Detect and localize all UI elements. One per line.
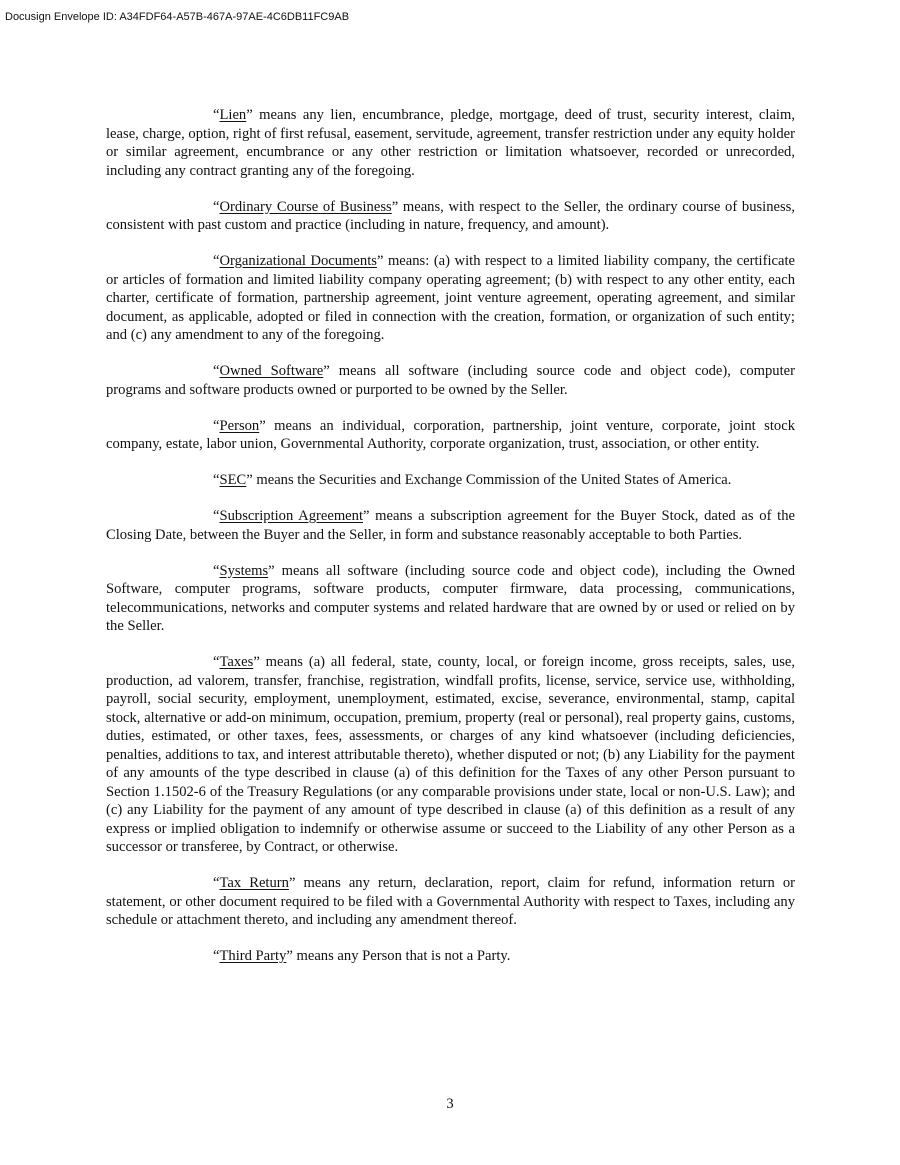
term-lien: Lien [219, 107, 247, 123]
term-person: Person [219, 417, 260, 434]
definition-text: ” means all software (including source code and object code), including the Owned Software, computer programs, software products, computer firmware, data processing, communications, telecommunications, networks and computer systems and related hardware that are owned by or used or relied on by the Seller. [106, 562, 795, 634]
definition-person: “Person” means an individual, corporation, partnership, joint venture, corporate, joint stock company, estate, labor union, Governmental Authority, corporate organization, trust, association, or other entity. [106, 417, 795, 452]
definition-text: ” means any lien, encumbrance, pledge, mortgage, deed of trust, security interest, claim, lease, charge, option, right of first refusal, easement, servitude, agreement, transfer restriction under any equity holder or similar agreement, encumbrance or any other restriction or limitation whatsoever, recorded or unrecorded, including any contract granting any of the foregoing. [106, 107, 795, 179]
definition-lien: “Lien” means any lien, encumbrance, pledge, mortgage, deed of trust, security interest, claim, lease, charge, option, right of first refusal, easement, servitude, agreement, transfer restriction under any equity holder or similar agreement, encumbrance or any other restriction or limitation whatsoever, recorded or unrecorded, including any contract granting any of the foregoing. [106, 107, 795, 179]
definition-organizational-documents: “Organizational Documents” means: (a) with respect to a limited liability company, the certificate or articles of formation and limited liability company operating agreement; (b) with respect to any other entity, each charter, certificate of formation, partnership agreement, joint venture agreement, operating agreement, and similar document, as applicable, adopted or filed in connection with the creation, formation, or organization of such entity; and (c) any amendment to any of the foregoing. [106, 253, 795, 343]
term-systems: Systems [219, 562, 269, 579]
definition-systems: “Systems” means all software (including source code and object code), including the Owned Software, computer programs, software products, computer firmware, data processing, communications, telecommunications, networks and computer systems and related hardware that are owned by or used or relied on by the Seller. [106, 562, 795, 634]
definition-third-party: “Third Party” means any Person that is not a Party. [213, 948, 511, 964]
term-taxes: Taxes [219, 654, 254, 670]
term-sec: SEC [219, 472, 247, 488]
term-tax-return: Tax Return [219, 875, 289, 891]
definition-text: ” means the Securities and Exchange Commission of the United States of America. [246, 472, 732, 488]
definition-text: ” means any return, declaration, report, claim for refund, information return or statement, or other document required to be filed with a Governmental Authority with respect to Taxes, including any schedule or attachment thereto, and including any amendment thereof. [106, 875, 795, 928]
definition-owned-software: “Owned Software” means all software (including source code and object code), computer programs and software products owned or purported to be owned by the Seller. [106, 363, 795, 398]
page-number: 3 [446, 1096, 454, 1112]
term-ordinary-course-of-business: Ordinary Course of Business [219, 198, 392, 215]
term-third-party: Third Party [219, 948, 287, 964]
definition-text: ” means an individual, corporation, partnership, joint venture, corporate, joint stock company, estate, labor union, Governmental Authority, corporate organization, trust, association, or other entity. [106, 417, 795, 452]
definition-tax-return: “Tax Return” means any return, declaration, report, claim for refund, information return or statement, or other document required to be filed with a Governmental Authority with respect to Taxes, including any schedule or attachment thereto, and including any amendment thereof. [106, 875, 795, 928]
definition-text: ” means any Person that is not a Party. [286, 948, 511, 964]
term-organizational-documents: Organizational Documents [219, 253, 377, 269]
term-subscription-agreement: Subscription Agreement [219, 508, 363, 524]
definition-subscription-agreement: “Subscription Agreement” means a subscription agreement for the Buyer Stock, dated as of the Closing Date, between the Buyer and the Seller, in form and substance reasonably acceptable to both Parties. [106, 508, 795, 543]
document-body [106, 106, 795, 983]
definition-text: ” means a subscription agreement for the Buyer Stock, dated as of the Closing Date, between the Buyer and the Seller, in form and substance reasonably acceptable to both Parties. [106, 508, 795, 543]
term-owned-software: Owned Software [219, 363, 324, 379]
definition-text: ” means (a) all federal, state, county, local, or foreign income, gross receipts, sales, use, production, ad valorem, transfer, franchise, registration, windfall profits, license, service, service use, withholding, payroll, social security, employment, unemployment, estimated, excise, severance, environmental, stamp, capital stock, alternative or add-on minimum, occupation, premium, property (real or personal), real property gains, customs, duties, estimated, or other taxes, fees, assessments, or charges of any kind whatsoever (including deficiencies, penalties, additions to tax, and interest attributable thereto), whether disputed or not; (b) any Liability for the payment of any amounts of the type described in clause (a) of this definition for the Taxes of any other Person pursuant to Section 1.1502-6 of the Treasury Regulations (or any comparable provisions under state, local or non-U.S. Law); and (c) any Liability for the payment of any amount of type described in clause (a) of this definition as a result of any express or implied obligation to indemnify or otherwise assume or succeed to the Liability of any other Person as a successor or transferee, by Contract, or otherwise. [106, 654, 795, 855]
docusign-envelope-id: Docusign Envelope ID: A34FDF64-A57B-467A-97AE-4C6DB11FC9AB [5, 11, 350, 23]
definition-taxes: “Taxes” means (a) all federal, state, county, local, or foreign income, gross receipts, sales, use, production, ad valorem, transfer, franchise, registration, windfall profits, license, service, service use, withholding, payroll, social security, employment, unemployment, estimated, excise, severance, environmental, stamp, capital stock, alternative or add-on minimum, occupation, premium, property (real or personal), real property gains, customs, duties, estimated, or other taxes, fees, assessments, or charges of any kind whatsoever (including deficiencies, penalties, additions to tax, and interest attributable thereto), whether disputed or not; (b) any Liability for the payment of any amounts of the type described in clause (a) of this definition for the Taxes of any other Person pursuant to Section 1.1502-6 of the Treasury Regulations (or any comparable provisions under state, local or non-U.S. Law); and (c) any Liability for the payment of any amount of type described in clause (a) of this definition as a result of any express or implied obligation to indemnify or otherwise assume or succeed to the Liability of any other Person as a successor or transferee, by Contract, or otherwise. [106, 654, 795, 855]
definition-ordinary-course-of-business: “Ordinary Course of Business” means, with respect to the Seller, the ordinary course of business, consistent with past custom and practice (including in nature, frequency, and amount). [106, 198, 796, 233]
definition-text: ” means, with respect to the Seller, the ordinary course of business, consistent with past custom and practice (including in nature, frequency, and amount). [106, 198, 796, 233]
definition-sec: “SEC” means the Securities and Exchange Commission of the United States of America. [213, 472, 732, 488]
definition-text: ” means: (a) with respect to a limited liability company, the certificate or articles of formation and limited liability company operating agreement; (b) with respect to any other entity, each charter, certificate of formation, partnership agreement, joint venture agreement, operating agreement, and similar document, as applicable, adopted or filed in connection with the creation, formation, or organization of such entity; and (c) any amendment to any of the foregoing. [106, 253, 795, 343]
definition-text: ” means all software (including source code and object code), computer programs and software products owned or purported to be owned by the Seller. [106, 363, 795, 398]
